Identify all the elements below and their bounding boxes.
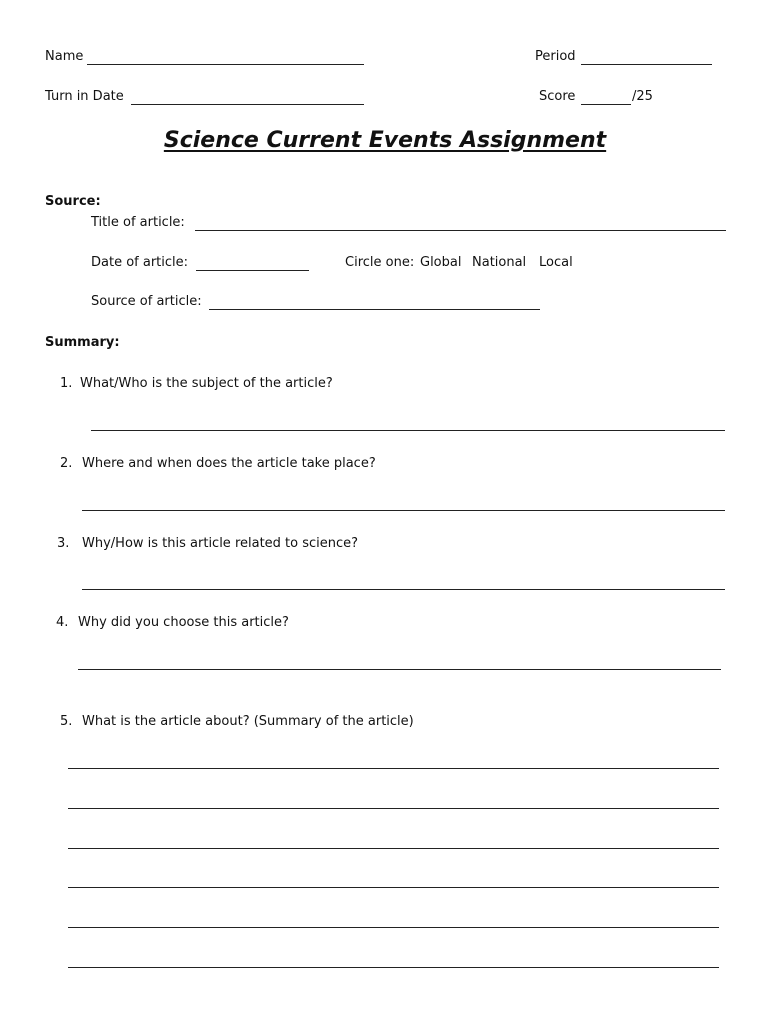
summary-line-5[interactable] (68, 927, 719, 928)
date-of-article-field[interactable] (196, 270, 309, 271)
answer-line-3[interactable] (82, 589, 725, 590)
answer-line-4[interactable] (78, 669, 721, 670)
question-4-text: Why did you choose this article? (78, 615, 289, 630)
turn-in-date-field[interactable] (131, 104, 364, 105)
name-label: Name (45, 49, 84, 64)
question-5-text: What is the article about? (Summary of the article) (82, 714, 414, 729)
summary-line-1[interactable] (68, 768, 719, 769)
summary-line-4[interactable] (68, 887, 719, 888)
question-number: 2. (60, 456, 73, 471)
answer-line-1[interactable] (91, 430, 725, 431)
source-of-article-label: Source of article: (91, 294, 202, 309)
summary-line-3[interactable] (68, 848, 719, 849)
title-of-article-field[interactable] (195, 230, 726, 231)
question-1-text: What/Who is the subject of the article? (80, 376, 333, 391)
question-number: 4. (56, 615, 69, 630)
period-label: Period (535, 49, 576, 64)
score-field[interactable] (581, 104, 631, 105)
period-field[interactable] (581, 64, 712, 65)
summary-line-6[interactable] (68, 967, 719, 968)
score-suffix: /25 (632, 89, 653, 104)
option-global[interactable]: Global (420, 255, 462, 270)
option-national[interactable]: National (472, 255, 527, 270)
name-field[interactable] (87, 64, 364, 65)
source-of-article-field[interactable] (209, 309, 540, 310)
page-title: Science Current Events Assignment (163, 128, 607, 153)
question-number: 5. (60, 714, 73, 729)
answer-line-2[interactable] (82, 510, 725, 511)
summary-line-2[interactable] (68, 808, 719, 809)
source-heading: Source: (45, 194, 101, 209)
turn-in-date-label: Turn in Date (45, 89, 124, 104)
question-number: 1. (60, 376, 73, 391)
question-2-text: Where and when does the article take place? (82, 456, 376, 471)
date-of-article-label: Date of article: (91, 255, 189, 270)
circle-one-label: Circle one: (345, 255, 415, 270)
score-label: Score (539, 89, 576, 104)
question-3-text: Why/How is this article related to science? (82, 536, 359, 551)
question-number: 3. (57, 536, 70, 551)
title-of-article-label: Title of article: (91, 215, 185, 230)
option-local[interactable]: Local (539, 255, 573, 270)
summary-heading: Summary: (45, 335, 120, 350)
